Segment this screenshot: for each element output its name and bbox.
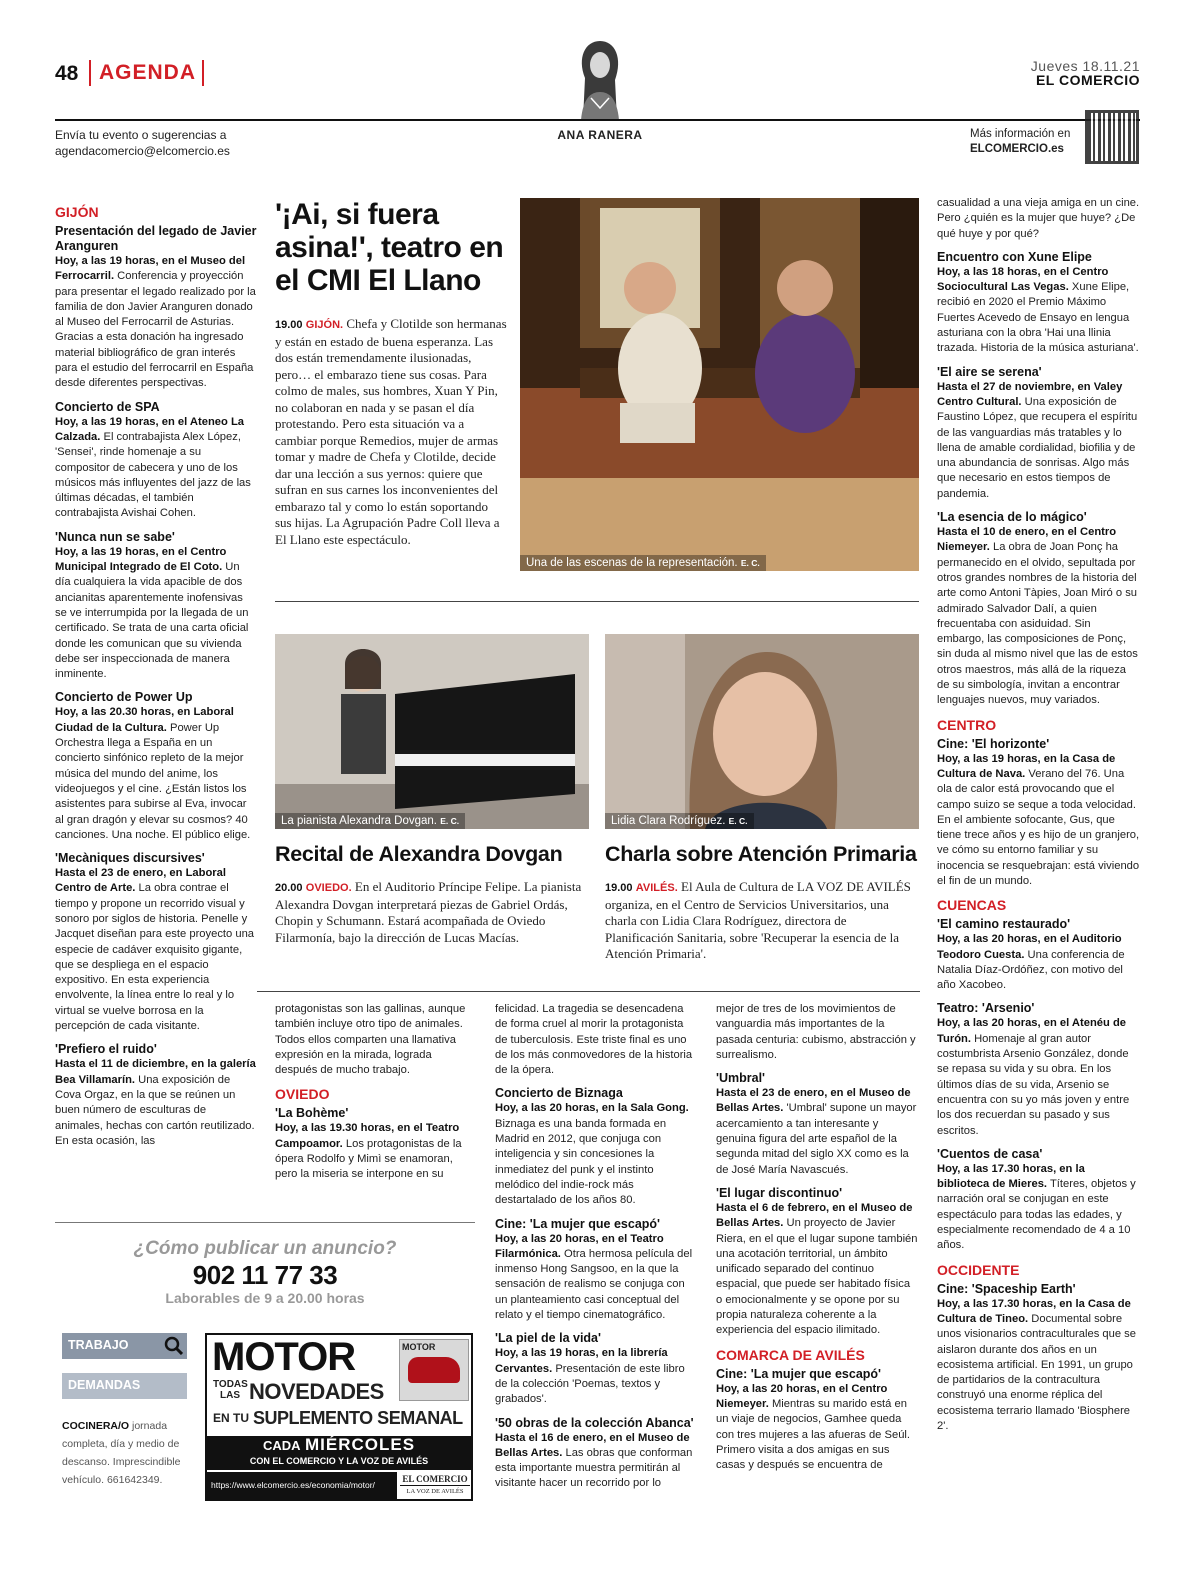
event-item: 'El camino restaurado' Hoy, a las 20 horas, en el Auditorio Teodoro Cuesta. Una conferencia de Natalia Díaz-Ordóñez, con motivo del año Xacobeo. bbox=[937, 917, 1125, 992]
column-gijon bbox=[55, 200, 257, 1200]
story3-body: 19.00 AVILÉS. El Aula de Cultura de LA VOZ DE AVILÉS organiza, en el Centro de Servicios Universitarios, una charla con Lidia Clara Rodríguez, directora de Planificación Sanitaria, sobre 'Recuperar la esencia de la Atención Primaria'. bbox=[605, 879, 911, 961]
event-item: 'El aire se serena' Hasta el 27 de noviembre, en Valey Centro Cultural. Una exposición de Faustino López, que recupera el espíritu de las vanguardias más tratables y lo llena de amable cordialidad, biofilia y de una abundancia de sonrisas. Algo más que necesario en estos tiempos de pandemia. bbox=[937, 364, 1138, 500]
event-item: Concierto de Biznaga Hoy, a las 20 horas, en la Sala Gong. Biznaga es una banda formada en Madrid en 2012, que conjuga con inteligencia y sin concesiones la inmediatez del punk y el instinto melódico del indie-rock más destartalado de los años 80. bbox=[495, 1086, 689, 1207]
lidia-clara-photo bbox=[605, 634, 919, 829]
contact-email[interactable]: agendacomercio@elcomercio.es bbox=[55, 144, 230, 158]
event-item: 'Cuentos de casa' Hoy, a las 17.30 horas, en la biblioteca de Mieres. Títeres, objetos y narración oral se conjugan en este espectáculo para todas las edades, y especialmente recomendado de 4 a 10 años. bbox=[937, 1146, 1136, 1252]
motor-advertisement[interactable]: MOTOR TODAS LAS NOVEDADES EN TU SUPLEMENTO SEMANAL MOTOR CADA MIÉRCOLES CON EL COMERCIO Y LA VOZ DE AVILÉS https://www.elcomercio.es/economia/motor/ EL COMERCIO LA VOZ DE AVILÉS bbox=[205, 1333, 473, 1501]
event-item: 'Mecàniques discursives' Hasta el 23 de enero, en Laboral Centro de Arte. La obra contrae el tiempo y propone un recorrido visual y sonoro por siglos de historia. Penelle y Jacquet diseñan para este proyecto una especie de cadáver exquisito gigante, que se despliega en el espacio expositivo. En esta experiencia envolvente, la línea entre lo real y lo virtual se vuelve borrosa en la percepción de cada visitante. bbox=[55, 851, 255, 1033]
event-item: Concierto de SPA Hoy, a las 19 horas, en el Ateneo La Calzada. El contrabajista Alex López, 'Sensei', rinde homenaje a su compositor de cabecera y uno de los músicos más influyentes del jazz de las últimas décadas, el también contrabajista Avishai Cohen. bbox=[55, 399, 251, 520]
event-item: 'Umbral' Hasta el 23 de enero, en el Museo de Bellas Artes. 'Umbral' supone un mayor acercamiento a tan interesante y genuina figura del arte español de la segunda mitad del siglo XX como es la de José María Navascués. bbox=[716, 1071, 917, 1176]
column-oviedo-a: protagonistas son las gallinas, aunque también incluye otro tipo de animales. Todos ellos comparten una llamativa expresión en la mirada, lograda después de mucho trabajo. OVIEDO 'La Bohème' Hoy, a las 19.30 horas, en el Teatro Campoamor. Los protagonistas de la ópera Rodolfo y Mimì se enamoran, pero la miseria se interpone en su bbox=[275, 1002, 475, 1202]
classifieds-hours: Laborables de 9 a 20.00 horas bbox=[165, 1290, 365, 1306]
section-cuencas: CUENCAS bbox=[937, 897, 1007, 914]
section-centro: CENTRO bbox=[937, 716, 997, 733]
event-item: 'La esencia de lo mágico' Hasta el 10 de enero, en el Centro Niemeyer. La obra de Joan Ponç ha permanecido en el olvido, sepultada por otros grandes nombres de la historia del arte como Antoni Tàpies, Joan Miró o su admirado Salvador Dalí, a quien frecuentaba con asiduidad. Sin embargo, las composiciones de Ponç, sin duda al mismo nivel que las de estos otros maestros, más allá de la riqueza de su simbología, invitan a encontrar lenguajes nuevos, muy variados. bbox=[937, 510, 1138, 707]
page-number: 48 bbox=[55, 62, 79, 85]
section-title: AGENDA bbox=[99, 61, 197, 84]
event-item: 'La Bohème' Hoy, a las 19.30 horas, en el Teatro Campoamor. Los protagonistas de la ópera Rodolfo y Mimì se enamoran, pero la miseria se interpone en su bbox=[275, 1106, 462, 1181]
event-item: Presentación del legado de Javier Aranguren Hoy, a las 19 horas, en el Museo del Ferrocarril. Conferencia y proyección para presentar el legado realizado por la familia de don Javier Aranguren donado al Museo del Ferrocarril de Asturias. Gracias a esta donación ha ingresado material bibliográfico de gran interés para el estudio del ferrocarril en España desde diferentes perspectivas. bbox=[55, 224, 257, 390]
qr-code-icon[interactable] bbox=[1085, 110, 1139, 164]
tab-demandas[interactable]: DEMANDAS bbox=[62, 1373, 187, 1399]
photo-caption: La pianista Alexandra Dovgan. E. C. bbox=[275, 813, 465, 829]
main-headline: '¡Ai, si fuera asina!', teatro en el CMI El Llano bbox=[275, 198, 504, 297]
section-occidente: OCCIDENTE bbox=[937, 1261, 1020, 1278]
column-right: casualidad a una vieja amiga en un cine. Pero ¿quién es la mujer que huye? ¿De qué huye y por qué? Encuentro con Xune Elipe Hoy, a las 18 horas, en el Centro Sociocultural Las Vegas. Xune Elipe, recibió en 2020 el Premio Máximo Fuertes Acevedo de Ensayo en lengua asturiana con la obra 'Hai una llinia trazada. Historia de la música asturiana'. 'El aire se serena' Hasta el 27 de noviembre, en Valey Centro Cultural. Una exposición de Faustino López, que recupera el espíritu de las vanguardias más tratables y lo llena de amable cordialidad, biofilia y de una abundancia de sonrisas. Algo más que necesario en estos tiempos de pandemia. 'La esencia de lo mágico' Hasta el 10 de enero, en el Centro Niemeyer. La obra de Joan Ponç ha permanecido en el olvido, sepultada por otros grandes nombres de la historia del arte como Antoni Tàpies, Joan Miró o su admirado Salvador Dalí, a quien frecuentaba con asiduidad. Sin embargo, las composiciones de Ponç, sin duda al mismo nivel que las de estos otros maestros, más allá de la riqueza de su simbología, invitan a encontrar lenguajes nuevos, muy variados. CENTRO Cine: 'El horizonte' Hoy, a las 19 horas, en la Casa de Cultura de Nava. Verano del 76. Una ola de calor está provocando que el campo suizo se seque a toda velocidad. En el ambiente sofocante, Gus, que tiene trece años y es hijo de un granjero, ve cómo su entorno familiar y su inocencia se resquebrajan: está viviendo el fin de un mundo. CUENCAS 'El camino restaurado' Hoy, a las 20 horas, en el Auditorio Teodoro Cuesta. Una conferencia de Natalia Díaz-Ordóñez, con motivo del año Xacobeo. Teatro: 'Arsenio' Hoy, a las 20 horas, en el Atenéu de Turón. Homenaje al gran autor costumbrista Arsenio González, donde se repasa su vida y su obra. En los últimos días de su vida, Arsenio se encuentra con su yo más joven y entre los dos recuerdan su pasado y sus escritos. 'Cuentos de casa' Hoy, a las 17.30 horas, en la biblioteca de Mieres. Títeres, objetos y narración oral se conjugan en este espectáculo para todas las edades, y especialmente recomendado de 4 a 10 años. OCCIDENTE Cine: 'Spaceship Earth' Hoy, a las 17.30 horas, en la Casa de Cultura de Tineo. Documental sobre unos visionarios contraculturales que se aislaron durante dos años en un ecosistema artificial. En 1991, un grupo de partidarios de la contracultura construyó una enorme réplica del ecosistema terrario llamado 'Biosphere 2'. bbox=[937, 196, 1140, 1541]
website-link[interactable]: ELCOMERCIO.es bbox=[970, 143, 1064, 155]
story3-headline: Charla sobre Atención Primaria bbox=[605, 842, 917, 866]
event-item: Cine: 'La mujer que escapó' Hoy, a las 20 horas, en el Teatro Filarmónica. Otra hermosa película del inmenso Hong Sangsoo, en la que la sensación de realismo se conjuga con un planteamiento casi conceptual del relato y el tiempo cinematográfico. bbox=[495, 1216, 693, 1322]
photo-caption: Una de las escenas de la representación. E. C. bbox=[520, 555, 766, 571]
ad-url[interactable]: https://www.elcomercio.es/economia/motor/ bbox=[207, 1472, 397, 1499]
classifieds-phone[interactable]: 902 11 77 33 bbox=[192, 1260, 338, 1290]
event-item: Cine: 'La mujer que escapó' Hoy, a las 20 horas, en el Centro Niemeyer. Mientras su marido está en un viaje de negocios, Gamhee queda con tres mujeres a las afueras de Seúl. Primero visita a dos amigas en sus casas y después se encuentra de bbox=[716, 1366, 911, 1472]
event-item: Encuentro con Xune Elipe Hoy, a las 18 horas, en el Centro Sociocultural Las Vegas. Xune Elipe, recibió en 2020 el Premio Máximo Fuertes Acevedo de Ensayo en lengua asturiana con la obra 'Hai una llinia trazada. Historia de la música asturiana'. bbox=[937, 249, 1139, 355]
ad-novedades: NOVEDADES bbox=[249, 1379, 384, 1404]
event-item: Cine: 'El horizonte' Hoy, a las 19 horas, en la Casa de Cultura de Nava. Verano del 76. Una ola de calor está provocando que el campo suizo se seque a toda velocidad. En el ambiente sofocante, Gus, que tiene trece años y es hijo de un granjero, ve cómo su entorno familiar y su inocencia se resquebrajan: está viviendo el fin de un mundo. bbox=[937, 736, 1140, 887]
search-icon bbox=[164, 1336, 183, 1355]
publish-question: ¿Cómo publicar un anuncio? bbox=[133, 1238, 397, 1259]
column-oviedo-c: mejor de tres de los movimientos de vanguardia más importantes de la pasada centuria: cubismo, abstracción y surrealismo. 'Umbral' Hasta el 23 de enero, en el Museo de Bellas Artes. 'Umbral' supone un mayor acercamiento a tan interesante y genuina figura del arte español de la segunda mitad del siglo XX como es la de José María Navascués. 'El lugar discontinuo' Hasta el 6 de febrero, en el Museo de Bellas Artes. Un proyecto de Javier Riera, en el que el lugar supone también una acotación territorial, un ámbito unificado separado del continuo espacial, que puede ser habitado física o emocionalmente y se opone por su propia naturaleza coherente a la experiencia del espacio ilimitado. COMARCA DE AVILÉS Cine: 'La mujer que escapó' Hoy, a las 20 horas, en el Centro Niemeyer. Mientras su marido está en un viaje de negocios, Gamhee queda con tres mujeres a las afueras de Seúl. Primero visita a dos amigas en sus casas y después se encuentra de bbox=[716, 1002, 918, 1512]
more-info: Más información en ELCOMERCIO.es bbox=[970, 128, 1071, 155]
issue-date: Jueves 18.11.21 bbox=[1030, 58, 1140, 74]
main-story-body: 19.00 GIJÓN. Chefa y Clotilde son hermanas y están en estado de buena esperanza. Las dos están tremendamente ilusionadas, pero… el embarazo tiene sus cosas. Para colmo de males, sus hombres, Xuan Y Pin, no colaboran en nada y se pasan el día protestando. Pero esta situación va a cambiar porque Remedios, mujer de armas tomar y madre de Chefa y Clotilde, decide dar una lección a sus yernos: quiere que sufran en sus carnes los inconvenientes del embarazo tal y como lo están soportando sus hijas. La Agrupación Padre Coll lleva a El Llano este espectáculo. bbox=[275, 316, 507, 547]
theatre-scene-photo bbox=[520, 198, 919, 571]
event-item: 'El lugar discontinuo' Hasta el 6 de febrero, en el Museo de Bellas Artes. Un proyecto de Javier Riera, en el que el lugar supone también una acotación territorial, un ámbito unificado separado del continuo espacial, que puede ser habitado física o emocionalmente y se opone por su propia naturaleza coherente a la experiencia del espacio ilimitado. bbox=[716, 1185, 918, 1337]
photo-caption: Lidia Clara Rodríguez. E. C. bbox=[605, 813, 754, 829]
event-item: 'Prefiero el ruido' Hasta el 11 de diciembre, en la galería Bea Villamarín. Una exposición de Cova Orgaz, en la que se reúnen un buen número de esculturas de animales, hechas con cartón reutilizado. En esta ocasión, las bbox=[55, 1042, 256, 1147]
classifieds-header bbox=[55, 1238, 475, 1306]
pianist-photo bbox=[275, 634, 589, 829]
story2-body: 20.00 OVIEDO. En el Auditorio Príncipe Felipe. La pianista Alexandra Dovgan interpretará piezas de Gabriel Ordás, Chopin y Schumann. Estará acompañada de Oviedo Filarmonía, bajo la dirección de Lucas Macías. bbox=[275, 879, 582, 945]
contact-info: Envía tu evento o sugerencias a agendacomercio@elcomercio.es bbox=[55, 128, 230, 158]
ad-cover-image: MOTOR bbox=[399, 1339, 469, 1401]
ad-logo: EL COMERCIO LA VOZ DE AVILÉS bbox=[400, 1473, 470, 1498]
tab-trabajo[interactable]: TRABAJO bbox=[62, 1333, 187, 1359]
event-item: Concierto de Power Up Hoy, a las 20.30 horas, en Laboral Ciudad de la Cultura. Power Up Orchestra llega a España en un concierto sinfónico repleto de la mejor música del mundo del anime, los videojuegos y el cine. ¿Están listos los asistentes para subirse al Eva, invocar al gran dragón y elevar su cosmos? 40 canciones. Una noche. El público elige. bbox=[55, 690, 251, 841]
section-oviedo: OVIEDO bbox=[275, 1086, 330, 1103]
author-portrait bbox=[567, 38, 633, 120]
newspaper-name: EL COMERCIO bbox=[1035, 72, 1140, 88]
ad-suplemento: SUPLEMENTO SEMANAL bbox=[253, 1408, 463, 1428]
event-item: '50 obras de la colección Abanca' Hasta el 16 de enero, en el Museo de Bellas Artes. Las obras que conforman esta importante muestra permitirán al visitante hacer un recorrido por lo bbox=[495, 1415, 694, 1490]
event-item: Teatro: 'Arsenio' Hoy, a las 20 horas, en el Atenéu de Turón. Homenaje al gran autor costumbrista Arsenio González, donde se repasa su vida y su obra. En los últimos días de su vida, Arsenio se encuentra con su yo más joven y entre los dos recuerdan su pasado y sus escritos. bbox=[937, 1001, 1130, 1137]
event-item: 'La piel de la vida' Hoy, a las 19 horas, en la librería Cervantes. Presentación de este libro de la colección 'Poemas, textos y grabados'. bbox=[495, 1331, 685, 1406]
column-oviedo-b: felicidad. La tragedia se desencadena de forma cruel al morir la protagonista de tuberculosis. Este triste final es uno de los más conmovedores de la historia de la ópera. Concierto de Biznaga Hoy, a las 20 horas, en la Sala Gong. Biznaga es una banda formada en Madrid en 2012, que conjuga con inteligencia y sin concesiones la inmediatez del punk y el instinto melódico del indie-rock más destartalado de los años 80. Cine: 'La mujer que escapó' Hoy, a las 20 horas, en el Teatro Filarmónica. Otra hermosa película del inmenso Hong Sangsoo, en la que la sensación de realismo se conjuga con un planteamiento casi conceptual del relato y el tiempo cinematográfico. 'La piel de la vida' Hoy, a las 19 horas, en la librería Cervantes. Presentación de este libro de la colección 'Poemas, textos y grabados'. '50 obras de la colección Abanca' Hasta el 16 de enero, en el Museo de Bellas Artes. Las obras que conforman esta importante muestra permitirán al visitante hacer un recorrido por lo bbox=[495, 1002, 697, 1512]
section-gijon: GIJÓN bbox=[55, 204, 99, 220]
story2-headline: Recital de Alexandra Dovgan bbox=[275, 842, 563, 866]
event-item: Cine: 'Spaceship Earth' Hoy, a las 17.30 horas, en la Casa de Cultura de Tineo. Documental sobre unos visionarios contraculturales que se aislaron durante dos años en un ecosistema artificial. En 1991, un grupo de partidarios de la contracultura construyó una enorme réplica del ecosistema terrario llamado 'Biosphere 2'. bbox=[937, 1281, 1136, 1432]
classified-ad: COCINERA/O jornada completa, día y medio de descanso. Imprescindible vehículo. 661642349. bbox=[62, 1420, 181, 1486]
event-item: 'Nunca nun se sabe' Hoy, a las 19 horas, en el Centro Municipal Integrado de El Coto. Un día cualquiera la vida apacible de dos ancianitas aparentemente inofensivas se ve interrumpida por la llegada de un certificado. Se trata de una carta oficial donde les comunican que su vivienda debe ser inspeccionada de manera inminente. bbox=[55, 529, 249, 681]
ad-motor-title: MOTOR bbox=[212, 1335, 356, 1379]
section-comarca-aviles: COMARCA DE AVILÉS bbox=[716, 1346, 865, 1363]
author-name: ANA RANERA bbox=[557, 128, 643, 142]
